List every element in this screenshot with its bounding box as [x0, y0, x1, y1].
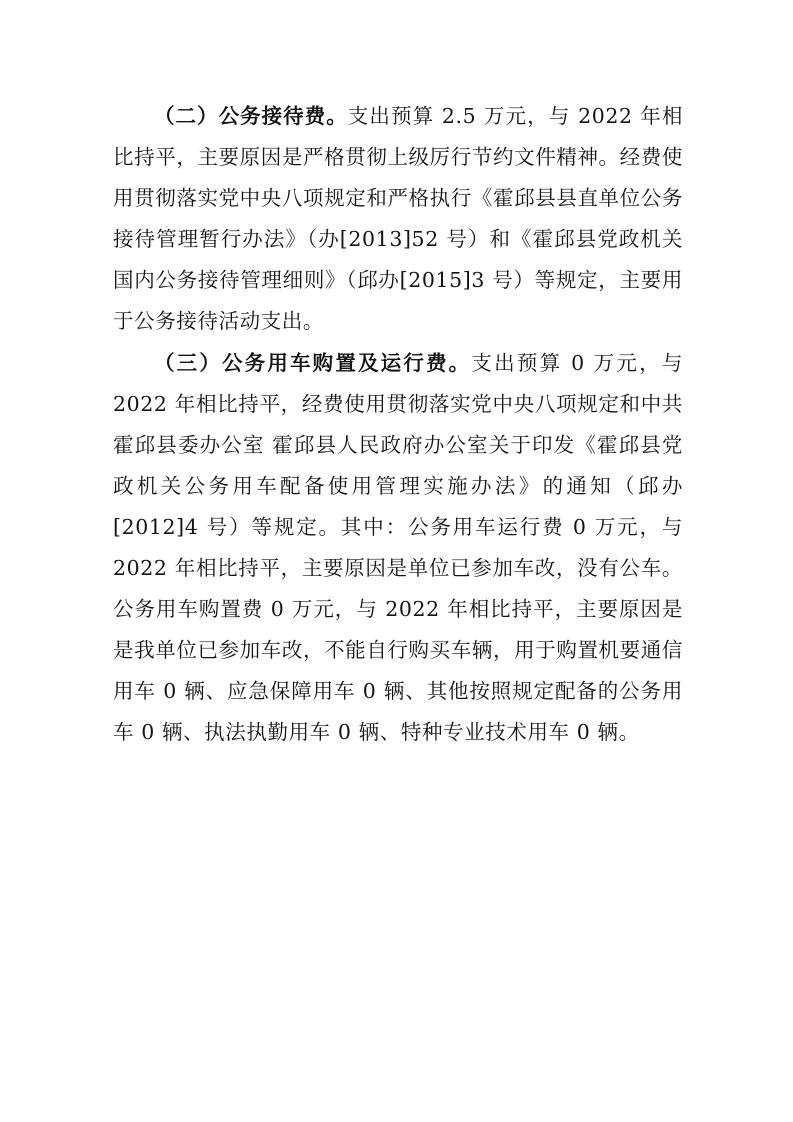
paragraph-heading: （三）公务用车购置及运行费。	[154, 350, 472, 375]
paragraph-vehicle-fee	[113, 343, 683, 754]
paragraph-text: 支出预算 0 万元，与 2022 年相比持平，经费使用贯彻落实党中央八项规定和中共霍邱县委办公室 霍邱县人民政府办公室关于印发《霍邱县党政机关公务用车配备使用管理实施办法》的通知（邱办[2012]4 号）等规定。其中：公务用车运行费 0 万元，与 2022 年相比持平，主要原因是单位已参加车改，没有公车。公务用车购置费 0 万元，与 2022 年相比持平，主要原因是是我单位已参加车改，不能自行购买车辆，用于购置机要通信用车 0 辆、应急保障用车 0 辆、其他按照规定配备的公务用车 0 辆、执法执勤用车 0 辆、特种专业技术用车 0 辆。	[113, 350, 683, 745]
paragraph-text: 支出预算 2.5 万元，与 2022 年相比持平，主要原因是严格贯彻上级厉行节约文件精神。经费使用贯彻落实党中央八项规定和严格执行《霍邱县县直单位公务接待管理暂行办法》（办[2013]52 号）和《霍邱县党政机关国内公务接待管理细则》（邱办[2015]3 号）等规定，主要用于公务接待活动支出。	[113, 104, 684, 334]
paragraph-heading: （二）公务接待费。	[154, 104, 348, 128]
document-body	[113, 96, 683, 754]
paragraph-reception-fee	[113, 96, 683, 343]
